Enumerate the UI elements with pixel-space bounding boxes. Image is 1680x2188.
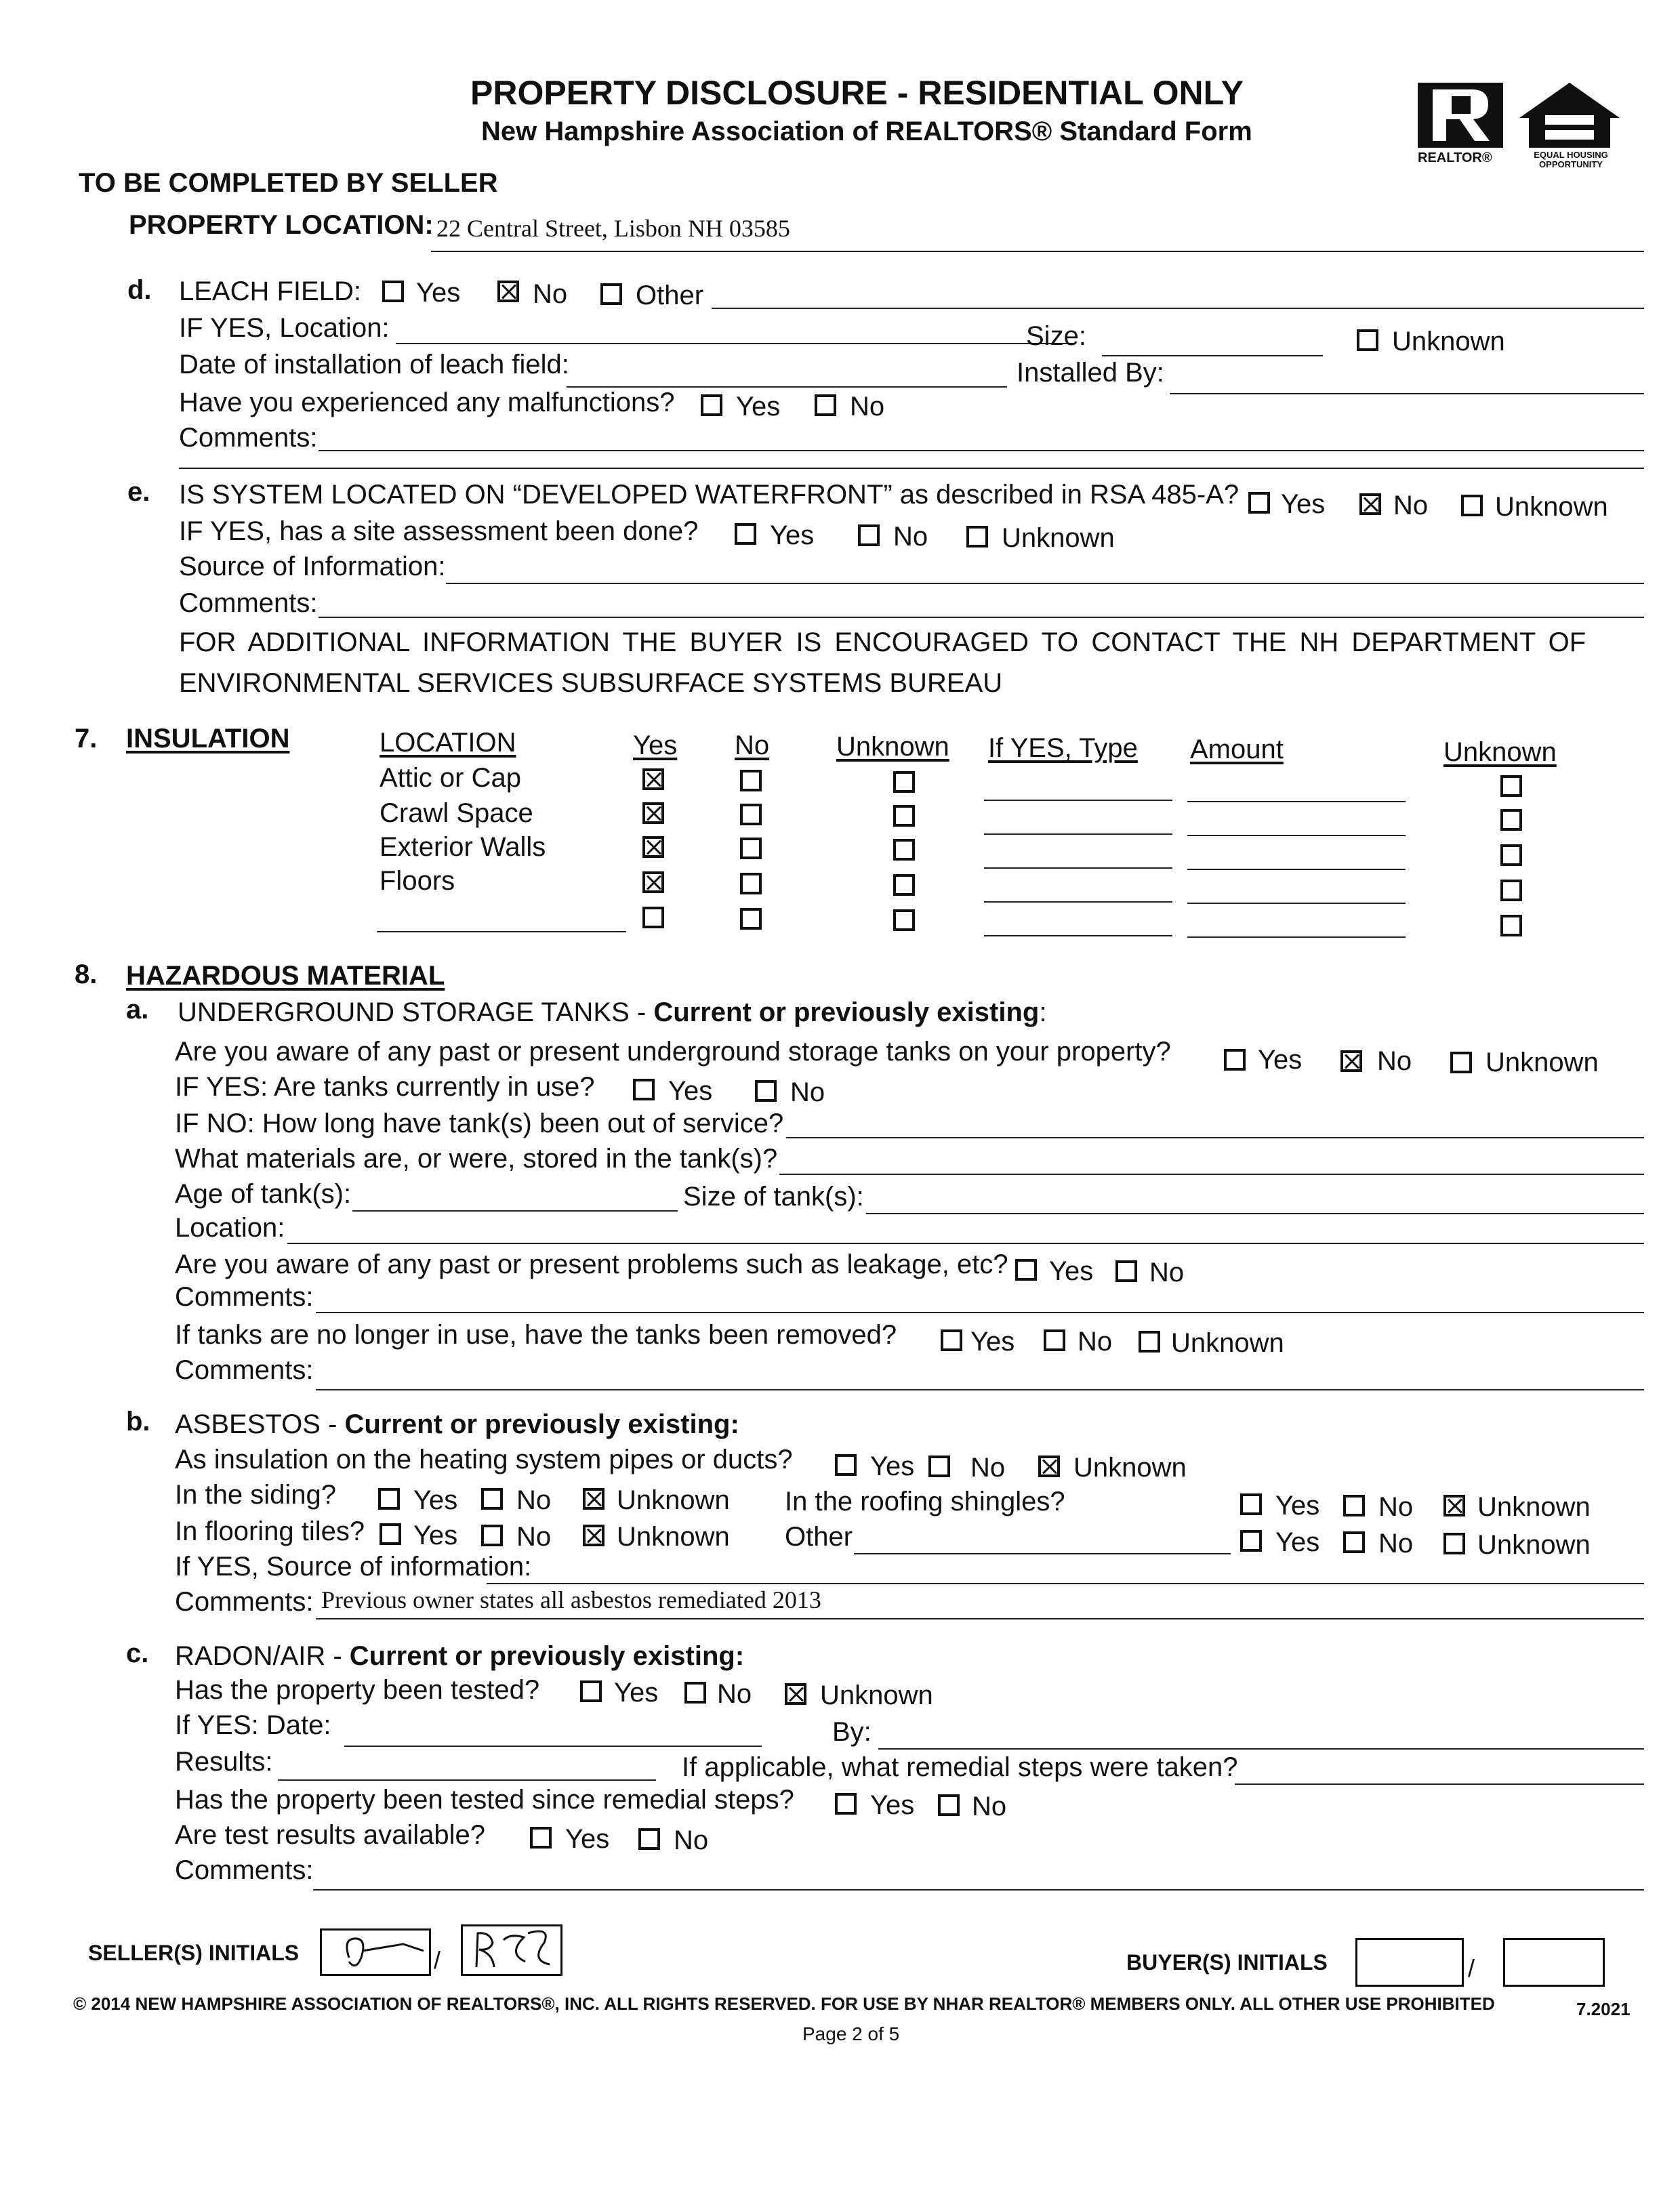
tanks-problems-no-checkbox[interactable] xyxy=(1115,1260,1137,1282)
tanks-aware-yes-checkbox[interactable] xyxy=(1224,1049,1246,1071)
col-amount: Amount xyxy=(1190,735,1284,764)
insulation-floors-no-checkbox[interactable] xyxy=(740,873,762,894)
seller-signature-2 xyxy=(463,1926,562,1975)
notice-line-2: ENVIRONMENTAL SERVICES SUBSURFACE SYSTEMS BUREAU xyxy=(179,668,1003,698)
tanks-out-of-service-line[interactable] xyxy=(786,1137,1644,1138)
buyer-initials-box-2[interactable] xyxy=(1503,1938,1605,1987)
form-title: PROPERTY DISCLOSURE - RESIDENTIAL ONLY xyxy=(470,74,1244,112)
radon-heading: RADON/AIR - Current or previously existing: xyxy=(175,1641,745,1671)
asbestos-siding-unknown-checkbox[interactable] xyxy=(583,1488,605,1510)
radon-results-line[interactable] xyxy=(278,1779,656,1781)
col-yes: Yes xyxy=(633,730,678,760)
tanks-location-line[interactable] xyxy=(287,1243,1644,1244)
assessment-no-checkbox[interactable] xyxy=(858,524,880,546)
waterfront-comments-line[interactable] xyxy=(319,617,1644,618)
asbestos-pipes-unknown-checkbox[interactable] xyxy=(1038,1456,1060,1477)
asbestos-siding-no-checkbox[interactable] xyxy=(481,1488,503,1510)
asbestos-flooring-yes-checkbox[interactable] xyxy=(380,1523,401,1545)
radon-retested-yes-checkbox[interactable] xyxy=(835,1793,857,1815)
insulation-floors-unknown-checkbox[interactable] xyxy=(893,874,915,896)
asbestos-siding-yes-checkbox[interactable] xyxy=(378,1488,400,1510)
malfunction-no-checkbox[interactable] xyxy=(815,394,836,416)
assessment-unknown-checkbox[interactable] xyxy=(966,526,988,548)
tanks-removed-unknown-checkbox[interactable] xyxy=(1139,1331,1160,1353)
leach-location-line[interactable] xyxy=(396,343,1073,344)
insulation-attic-unknown2-checkbox[interactable] xyxy=(1500,775,1522,797)
insulation-other-unknown2-checkbox[interactable] xyxy=(1500,915,1522,936)
col-no: No xyxy=(735,730,770,760)
copyright-notice: © 2014 NEW HAMPSHIRE ASSOCIATION OF REALTORS®, INC. ALL RIGHTS RESERVED. FOR USE BY NHAR REALTOR® MEMBERS ONLY. ALL OTHER USE PROHIBITED xyxy=(73,1994,1495,2014)
insulation-other-unknown-checkbox[interactable] xyxy=(893,909,915,931)
leach-comments-line-2[interactable] xyxy=(179,468,1644,469)
insulation-other-location-line[interactable] xyxy=(377,931,626,932)
insulation-floors-yes-checkbox[interactable] xyxy=(642,871,664,893)
asbestos-other-unknown-checkbox[interactable] xyxy=(1443,1533,1465,1554)
asbestos-roofing-yes-checkbox[interactable] xyxy=(1240,1493,1262,1515)
asbestos-comments-value: Previous owner states all asbestos remediated 2013 xyxy=(321,1586,821,1613)
insulation-other-yes-checkbox[interactable] xyxy=(642,907,664,928)
radon-tested-unknown-checkbox[interactable] xyxy=(785,1683,806,1705)
radon-results-available-no-checkbox[interactable] xyxy=(638,1828,660,1850)
asbestos-flooring-unknown-checkbox[interactable] xyxy=(583,1525,605,1546)
insulation-other-no-checkbox[interactable] xyxy=(740,908,762,930)
insulation-walls-amount-line[interactable] xyxy=(1187,869,1406,870)
radon-by-line[interactable] xyxy=(878,1748,1644,1750)
waterfront-source-line[interactable] xyxy=(446,583,1644,584)
tanks-removed-comments-line[interactable] xyxy=(316,1389,1644,1390)
notice-line-1: FOR ADDITIONAL INFORMATION THE BUYER IS ENCOURAGED TO CONTACT THE NH DEPARTMENT OF xyxy=(179,627,1586,657)
tanks-in-use-yes-checkbox[interactable] xyxy=(633,1079,655,1100)
insulation-row-location: Floors xyxy=(380,866,455,896)
asbestos-other-no-checkbox[interactable] xyxy=(1343,1531,1365,1553)
insulation-crawl-no-checkbox[interactable] xyxy=(740,804,762,825)
hazardous-heading: HAZARDOUS MATERIAL xyxy=(126,961,445,991)
radon-date-line[interactable] xyxy=(344,1746,762,1747)
insulation-floors-type-line[interactable] xyxy=(984,901,1172,903)
asbestos-flooring-no-checkbox[interactable] xyxy=(481,1525,503,1546)
tanks-aware-no-checkbox[interactable] xyxy=(1340,1050,1362,1072)
tanks-problems-yes-checkbox[interactable] xyxy=(1015,1259,1037,1281)
radon-remedial-line[interactable] xyxy=(1235,1783,1644,1785)
tanks-heading: UNDERGROUND STORAGE TANKS - Current or previously existing: xyxy=(178,997,1047,1027)
col-unknown: Unknown xyxy=(836,732,949,762)
radon-results-available-yes-checkbox[interactable] xyxy=(530,1827,552,1849)
asbestos-comments-line[interactable] xyxy=(316,1618,1644,1619)
radon-retested-no-checkbox[interactable] xyxy=(938,1794,960,1816)
insulation-attic-type-line[interactable] xyxy=(984,800,1172,801)
leach-installed-by-line[interactable] xyxy=(1170,393,1644,394)
col-type: If YES, Type xyxy=(988,733,1138,763)
tanks-size-line[interactable] xyxy=(866,1213,1644,1214)
asbestos-other-line[interactable] xyxy=(854,1553,1231,1554)
leach-no-checkbox[interactable] xyxy=(497,281,519,302)
asbestos-roofing-no-checkbox[interactable] xyxy=(1343,1495,1365,1516)
insulation-crawl-unknown2-checkbox[interactable] xyxy=(1500,809,1522,831)
insulation-walls-type-line[interactable] xyxy=(984,867,1172,869)
waterfront-yes-checkbox[interactable] xyxy=(1248,492,1270,514)
tanks-problems-comments-line[interactable] xyxy=(316,1312,1644,1313)
asbestos-pipes-yes-checkbox[interactable] xyxy=(835,1454,857,1476)
seller-initials-box-2[interactable] xyxy=(461,1924,562,1976)
insulation-row-location: Crawl Space xyxy=(380,798,533,828)
property-location-value: 22 Central Street, Lisbon NH 03585 xyxy=(436,215,790,242)
leach-comments-line[interactable] xyxy=(319,450,1644,451)
leach-field-label: LEACH FIELD: xyxy=(179,276,361,306)
property-location-label: PROPERTY LOCATION: xyxy=(129,210,434,240)
buyer-initials-box-1[interactable] xyxy=(1355,1938,1464,1987)
insulation-row-location: Exterior Walls xyxy=(380,832,546,862)
insulation-walls-unknown2-checkbox[interactable] xyxy=(1500,844,1522,866)
tanks-removed-yes-checkbox[interactable] xyxy=(941,1329,962,1351)
insulation-attic-no-checkbox[interactable] xyxy=(740,770,762,791)
col-unknown-2: Unknown xyxy=(1443,737,1557,767)
tanks-materials-line[interactable] xyxy=(779,1174,1644,1175)
equal-housing-icon: EQUAL HOUSING OPPORTUNITY xyxy=(1515,80,1624,168)
seller-initials-label: SELLER(S) INITIALS xyxy=(88,1941,300,1965)
leach-other-checkbox[interactable] xyxy=(600,283,622,305)
insulation-heading: INSULATION xyxy=(126,724,290,754)
leach-yes-checkbox[interactable] xyxy=(382,281,404,302)
asbestos-pipes-no-checkbox[interactable] xyxy=(928,1456,950,1477)
insulation-floors-unknown2-checkbox[interactable] xyxy=(1500,880,1522,901)
waterfront-question: IS SYSTEM LOCATED ON “DEVELOPED WATERFRONT” as described in RSA 485-A? xyxy=(179,480,1239,510)
tanks-age-line[interactable] xyxy=(352,1210,678,1212)
insulation-other-amount-line[interactable] xyxy=(1187,936,1406,938)
radon-tested-no-checkbox[interactable] xyxy=(684,1682,706,1704)
realtor-logo: REALTOR® xyxy=(1418,83,1503,168)
initials-separator: / xyxy=(434,1946,441,1974)
asbestos-other-yes-checkbox[interactable] xyxy=(1240,1530,1262,1552)
tanks-in-use-no-checkbox[interactable] xyxy=(755,1080,777,1102)
form-version: 7.2021 xyxy=(1576,1999,1631,2019)
radon-tested-yes-checkbox[interactable] xyxy=(580,1680,602,1702)
page-number: Page 2 of 5 xyxy=(802,2023,900,2044)
insulation-other-type-line[interactable] xyxy=(984,935,1172,936)
waterfront-no-checkbox[interactable] xyxy=(1359,493,1381,515)
form-subtitle: New Hampshire Association of REALTORS® Standard Form xyxy=(481,117,1252,146)
malfunction-yes-checkbox[interactable] xyxy=(701,394,722,416)
insulation-crawl-type-line[interactable] xyxy=(984,833,1172,835)
radon-comments-line[interactable] xyxy=(313,1889,1644,1891)
seller-signature-1 xyxy=(322,1931,430,1975)
asbestos-roofing-unknown-checkbox[interactable] xyxy=(1443,1495,1465,1516)
tanks-aware-unknown-checkbox[interactable] xyxy=(1450,1052,1472,1073)
asbestos-heading: ASBESTOS - Current or previously existing: xyxy=(175,1409,739,1439)
tanks-removed-no-checkbox[interactable] xyxy=(1044,1329,1065,1351)
insulation-crawl-unknown-checkbox[interactable] xyxy=(893,805,915,827)
leach-size-unknown-checkbox[interactable] xyxy=(1357,329,1378,351)
leach-other-line[interactable] xyxy=(712,308,1644,309)
insulation-walls-yes-checkbox[interactable] xyxy=(642,836,664,858)
insulation-attic-unknown-checkbox[interactable] xyxy=(893,771,915,793)
insulation-floors-amount-line[interactable] xyxy=(1187,903,1406,904)
property-location-line[interactable] xyxy=(431,251,1644,252)
asbestos-source-line[interactable] xyxy=(487,1583,1644,1584)
insulation-attic-yes-checkbox[interactable] xyxy=(642,768,664,790)
insulation-walls-unknown-checkbox[interactable] xyxy=(893,839,915,861)
buyer-initials-label: BUYER(S) INITIALS xyxy=(1126,1950,1328,1975)
item-e-letter: e. xyxy=(127,477,150,507)
waterfront-unknown-checkbox[interactable] xyxy=(1461,495,1483,516)
insulation-attic-amount-line[interactable] xyxy=(1187,801,1406,802)
seller-note: TO BE COMPLETED BY SELLER xyxy=(79,168,498,198)
seller-initials-box-1[interactable] xyxy=(320,1928,431,1976)
insulation-row-location: Attic or Cap xyxy=(380,763,521,793)
col-location: LOCATION xyxy=(380,728,516,758)
insulation-walls-no-checkbox[interactable] xyxy=(740,838,762,859)
item-d-letter: d. xyxy=(127,275,152,305)
insulation-crawl-yes-checkbox[interactable] xyxy=(642,802,664,824)
assessment-yes-checkbox[interactable] xyxy=(735,523,756,545)
insulation-crawl-amount-line[interactable] xyxy=(1187,835,1406,836)
